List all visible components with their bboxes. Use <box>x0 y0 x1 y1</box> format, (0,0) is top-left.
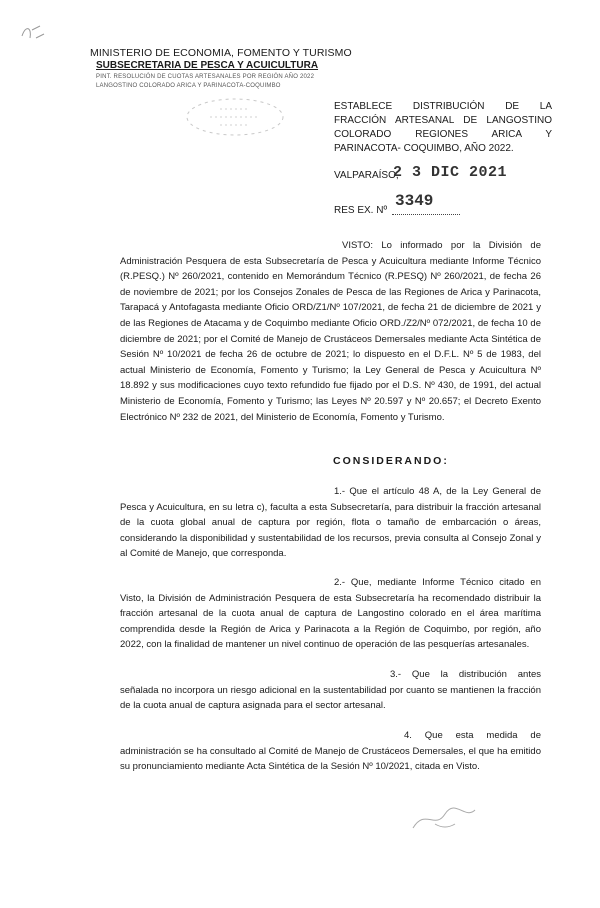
reference-line: PINT. RESOLUCIÓN DE CUOTAS ARTESANALES POR REGIÓN AÑO 2022 <box>96 74 315 80</box>
resolution-number: 3349 <box>395 192 434 210</box>
ministry-name: MINISTERIO DE ECONOMIA, FOMENTO Y TURISMO <box>90 47 352 59</box>
considerando-paragraph: 2.- Que, mediante Informe Técnico citado en Visto, la División de Administración Pesquera de esta Subsecretaría ha recomendado distribuir la fracción artesanal de la cuota anual de captura de Langostino colorado en el área marítima comprendida desde la Región de Arica y Parinacota a la Región de Coquimbo, por región, año 2022, con la finalidad de mantener un nivel continuo de operación de las pesquerías artesanales. <box>120 577 541 651</box>
place-label: VALPARAÍSO, <box>334 170 399 181</box>
considerando-paragraph: 1.- Que el artículo 48 A, de la Ley General de Pesca y Acuicultura, en su letra c), faculta a esta Subsecretaría, para distribuir la fracción artesanal de la cuota global anual de captura por región, flota o tamaño de embarcación o áreas, considerando la disponibilidad y sustentabilidad de los recursos, previa consulta al Consejo Zonal y al Comité de Manejo, que corresponda. <box>120 486 541 560</box>
corner-mark <box>18 18 48 48</box>
resolution-label: RES EX. Nº <box>334 205 388 216</box>
considerando-heading: CONSIDERANDO: <box>333 455 449 467</box>
subsecretaria-name: SUBSECRETARIA DE PESCA Y ACUICULTURA <box>96 60 319 71</box>
resolution-number-line <box>392 214 460 215</box>
resolution-subject: ESTABLECE DISTRIBUCIÓN DE LA FRACCIÓN ARTESANAL DE LANGOSTINO COLORADO REGIONES ARICA Y PARINACOTA- COQUIMBO, AÑO 2022. <box>334 101 552 154</box>
considerando-paragraph: 4. Que esta medida de administración se ha consultado al Comité de Manejo de Crustáceos Demersales, el que ha emitido su pronunciamiento mediante Acta Sintética de la Sesión Nº 10/2021, citada en Visto. <box>120 730 541 773</box>
reference-line: LANGOSTINO COLORADO ARICA Y PARINACOTA-COQUIMBO <box>96 83 281 89</box>
official-seal <box>180 95 290 140</box>
considerando-paragraph: 3.- Que la distribución antes señalada no incorpora un riesgo adicional en la sustentabilidad por cuanto se mantienen la fracción de la cuota anual de captura asignada para el sector artesanal. <box>120 669 541 712</box>
visto-paragraph: VISTO: Lo informado por la División de Administración Pesquera de esta Subsecretaría de Pesca y Acuicultura mediante Informe Técnico (R.PESQ.) Nº 260/2021, contenido en Memorándum Técnico (R.PESQ) Nº 260/2021, de fecha 26 de noviembre de 2021; por los Consejos Zonales de Pesca de las Regiones de Arica y Parinacota, Tarapacá y Antofagasta mediante Oficio ORD/Z1/Nº 107/2021, de fecha 21 de diciembre de 2021 y de las Regiones de Atacama y de Coquimbo mediante Oficio ORD./Z2/Nº 072/2021, de fecha 10 de diciembre de 2021; por el Comité de Manejo de Crustáceos Demersales mediante Acta Sintética de Sesión Nº 10/2021 de fecha 26 de octubre de 2021; lo dispuesto en el D.F.L. Nº 5 de 1983, del actual Ministerio de Economía, Fomento y Turismo; la Ley General de Pesca y Acuicultura Nº 18.892 y sus modificaciones cuyo texto refundido fue fijado por el D.S. Nº 430, de 1991, del actual Ministerio de Economía, Fomento y Turismo; las Leyes Nº 20.597 y Nº 20.657; el Decreto Exento Electrónico Nº 232 de 2021, del Ministerio de Economía, Fomento y Turismo. <box>120 240 541 423</box>
date-stamp: 2 3 DIC 2021 <box>393 164 508 181</box>
signature-mark <box>405 800 495 840</box>
